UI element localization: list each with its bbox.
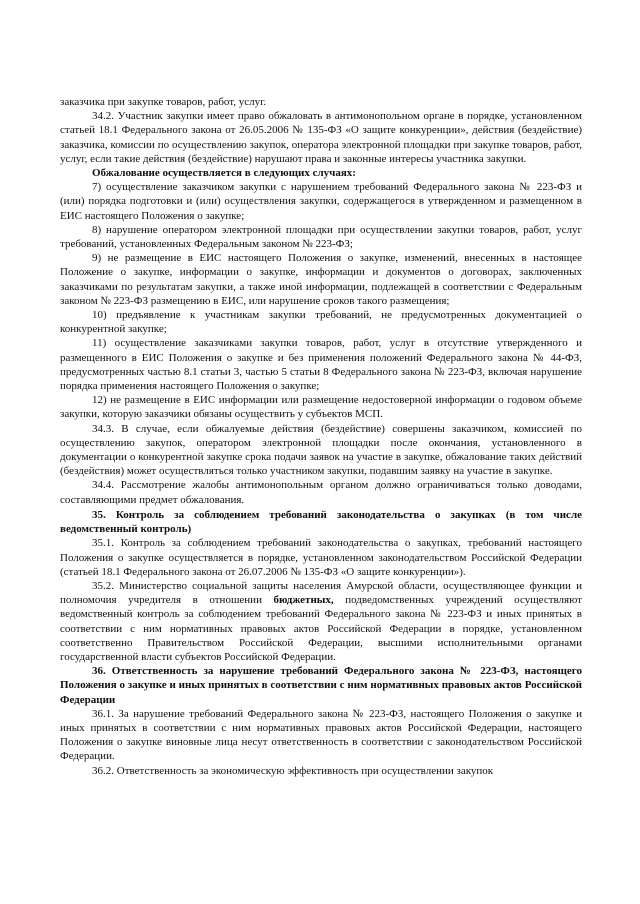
section-35-heading: 35. Контроль за соблюдением требований законодательства о закупках (в том числе ведомственный контроль) [60, 508, 582, 536]
list-item-12: 12) не размещение в ЕИС информации или размещение недостоверной информации о годовом объеме закупки, которую заказчики обязаны осуществить у субъектов МСП. [60, 394, 582, 421]
paragraph-35-1: 35.1. Контроль за соблюдением требований законодательства о закупках, требований настоящего Положения о закупке осуществляется в порядке, установленном законодательством Российской Федерации (статьей 18.1 Федерального закона от 26.07.2006 № 135-ФЗ «О защите конкуренции»). [60, 537, 582, 578]
list-item-8: 8) нарушение оператором электронной площадки при осуществлении закупки товаров, работ, услуг требований, установленных Федеральным законом № 223-ФЗ; [60, 223, 582, 251]
paragraph-34-2: 34.2. Участник закупки имеет право обжаловать в антимонопольном органе в порядке, установленном статьей 18.1 Федерального закона от 26.05.2006 № 135-ФЗ «О защите конкуренции», действия (бездействие) заказчика, комиссии по осуществлению закупок, оператора электронной площадки при закупке товаров, работ, услуг, если такие действия (бездействие) нарушают права и законные интересы участника закупки. [60, 110, 582, 165]
paragraph-34-4: 34.4. Рассмотрение жалобы антимонопольным органом должно ограничиваться только доводами, составляющими предмет обжалования. [60, 479, 582, 506]
list-item-10: 10) предъявление к участникам закупки требований, не предусмотренных документацией о конкурентной закупке; [60, 309, 582, 336]
list-item-9: 9) не размещение в ЕИС настоящего Положения о закупке, изменений, внесенных в настоящее Положение о закупке, информации о закупке, информации и документов о договорах, заключенных заказчиками по результатам закупки, а также иной информации, подлежащей в соответствии с Федеральным законом № 223-ФЗ размещению в ЕИС, или нарушение сроков такого размещения; [60, 252, 582, 307]
list-item-7: 7) осуществление заказчиком закупки с нарушением требований Федерального закона № 223-ФЗ и (или) порядка подготовки и (или) осуществления закупки, содержащегося в утвержденном и размещенном в ЕИС настоящего Положения о закупке; [60, 181, 582, 222]
paragraph-36-2: 36.2. Ответственность за экономическую эффективность при осуществлении закупок [92, 764, 494, 777]
section-36-heading: 36. Ответственность за нарушение требований Федерального закона № 223-ФЗ, настоящего Положения о закупке и иных принятых в соответствии с ним нормативных правовых актов Российской Федерации [60, 665, 582, 706]
paragraph-34-3: 34.3. В случае, если обжалуемые действия (бездействие) совершены заказчиком, комиссией по осуществлению закупок, оператором электронной площадки после окончания, установленного в документации о конкурентной закупке срока подачи заявок на участие в закупке, обжалование таких действий (бездействия) может осуществляться только участником закупки, подавшим заявку на участие в закупке. [60, 422, 582, 478]
paragraph-35-2-part2: подведомственных учреждений осуществляют ведомственный контроль за соблюдением требований Федерального закона № 223-ФЗ и иных принятых в соответствии с ним нормативных правовых актов Российской Федерации в порядке, установленном соответственно Правительством Российской Федерации, высшими исполнительными органами государственной власти субъектов Российской Федерации. [60, 594, 582, 663]
paragraph-35-2-part1: 35.2. Министерство социальной защиты населения Амурской области, осуществляющее функции и полномочия учредителя в отношении [60, 579, 582, 607]
paragraph-appeal-cases-heading: Обжалование осуществляется в следующих случаях: [92, 167, 356, 180]
paragraph-35-2 [60, 579, 582, 664]
paragraph-continuation: заказчика при закупке товаров, работ, услуг. [60, 96, 267, 108]
paragraph-36-1: 36.1. За нарушение требований Федерального закона № 223-ФЗ, настоящего Положения о закупке и иных принятых в соответствии с ним нормативных правовых актов Российской Федерации, настоящего Положения о закупке виновные лица несут ответственность в соответствии с законодательством Российской Федерации. [60, 707, 582, 763]
list-item-11: 11) осуществление заказчиками закупки товаров, работ, услуг в отсутствие утвержденного и размещенного в ЕИС Положения о закупке и без применения положений Федерального закона № 44-ФЗ, предусмотренных частью 8.1 статьи 3, частью 5 статьи 8 Федерального закона № 223-ФЗ, включая нарушение порядка применения настоящего Положения о закупке; [60, 337, 582, 393]
paragraph-35-2-bold: бюджетных, [273, 594, 334, 607]
